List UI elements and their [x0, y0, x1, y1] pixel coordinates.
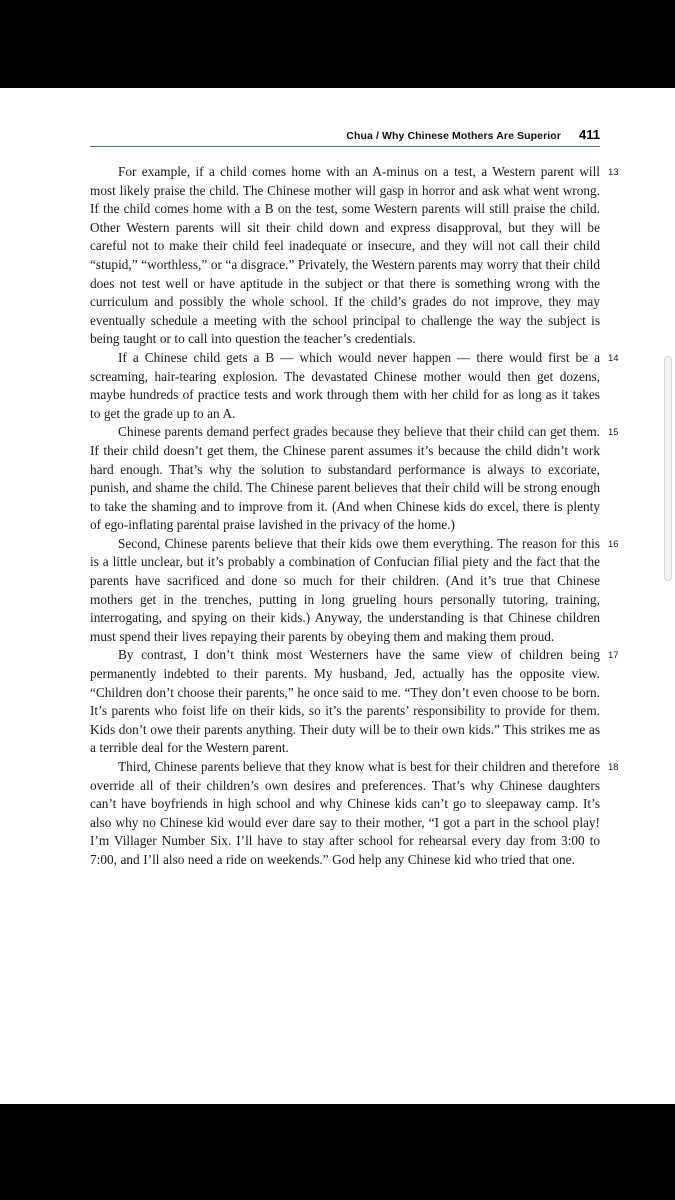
paragraph-text: For example, if a child comes home with an A-minus on a test, a Western parent will most likely praise the child. The Chinese mother will gasp in horror and ask what went wrong. If the child comes home with a B on the test, some Western parents will still praise the child. Other Western parents will sit their child down and express disapproval, but they will be careful not to make their child feel inadequate or insecure, and they will not call their child “stupid,” “worthless,” or “a disgrace.” Privately, the Western parents may worry that their child does not test well or have aptitude in the subject or that there is something wrong with the curriculum and possibly the whole school. If the child’s grades do not improve, they may eventually schedule a meeting with the school principal to challenge the way the subject is being taught or to call into question the teacher’s credentials. [90, 164, 600, 347]
paragraph-text: Second, Chinese parents believe that their kids owe them everything. The reason for this is a little unclear, but it’s probably a combination of Confucian filial piety and the fact that the parents have sacrificed and done so much for their children. (And it’s true that Chinese mothers get in the trenches, putting in long grueling hours personally tutoring, training, interrogating, and spying on their kids.) Anyway, the understanding is that Chinese children must spend their lives repaying their parents by obeying them and making them proud. [90, 535, 600, 644]
paragraph [90, 163, 619, 349]
paragraph [90, 758, 619, 870]
paragraph [90, 646, 619, 758]
letterbox-top [0, 0, 675, 88]
paragraph-text: By contrast, I don’t think most Westerners have the same view of children being permanently indebted to their parents. My husband, Jed, actually has the opposite view. “Children don’t choose their parents,” he once said to me. “They don’t even choose to be born. It’s parents who foist life on their kids, so it’s the parents’ responsibility to provide for them. Kids don’t owe their parents anything. Their duty will be to their own kids.” This strikes me as a terrible deal for the Western parent. [90, 647, 600, 756]
document-page [0, 88, 675, 1104]
paragraph-text: Third, Chinese parents believe that they know what is best for their children and therefore override all of their children’s own desires and preferences. That’s why Chinese daughters can’t have boyfriends in high school and why Chinese kids can’t go to sleepaway camp. It’s also why no Chinese kid would ever dare say to their mother, “I got a part in the school play! I’m Villager Number Six. I’ll have to stay after school for rehearsal every day from 3:00 to 7:00, and I’ll also need a ride on weekends.” God help any Chinese kid who tried that one. [90, 759, 600, 867]
body-column [90, 163, 619, 870]
paragraph [90, 423, 619, 535]
paragraph-number: 17 [608, 650, 619, 662]
paragraph-number: 13 [608, 167, 619, 178]
paragraph-text: If a Chinese child gets a B — which would never happen — there would first be a screaming, hair-tearing explosion. The devastated Chinese mother would then get dozens, maybe hundreds of practice tests and work through them with her child for as long as it takes to get the grade up to an A. [90, 349, 600, 421]
running-head-title: Chua / Why Chinese Mothers Are Superior [346, 130, 562, 142]
paragraph-number: 18 [608, 762, 619, 773]
letterbox-bottom [0, 1104, 675, 1200]
paragraph-number: 16 [608, 538, 619, 550]
paragraph [90, 535, 619, 647]
paragraph-number: 15 [608, 427, 619, 439]
paragraph-number: 14 [608, 352, 619, 364]
running-head [90, 124, 600, 147]
vertical-scrollbar-thumb[interactable] [664, 356, 672, 581]
page-number: 411 [579, 127, 600, 142]
paragraph [90, 349, 619, 423]
page-content [90, 124, 619, 870]
paragraph-text: Chinese parents demand perfect grades because they believe that their child can get them. If their child doesn’t get them, the Chinese parent assumes it’s because the child didn’t work hard enough. That’s why the solution to substandard performance is always to excoriate, punish, and shame the child. The Chinese parent believes that their child will be strong enough to take the shaming and to improve from it. (And when Chinese kids do excel, there is plenty of ego-inflating parental praise lavished in the privacy of the home.) [90, 424, 600, 533]
